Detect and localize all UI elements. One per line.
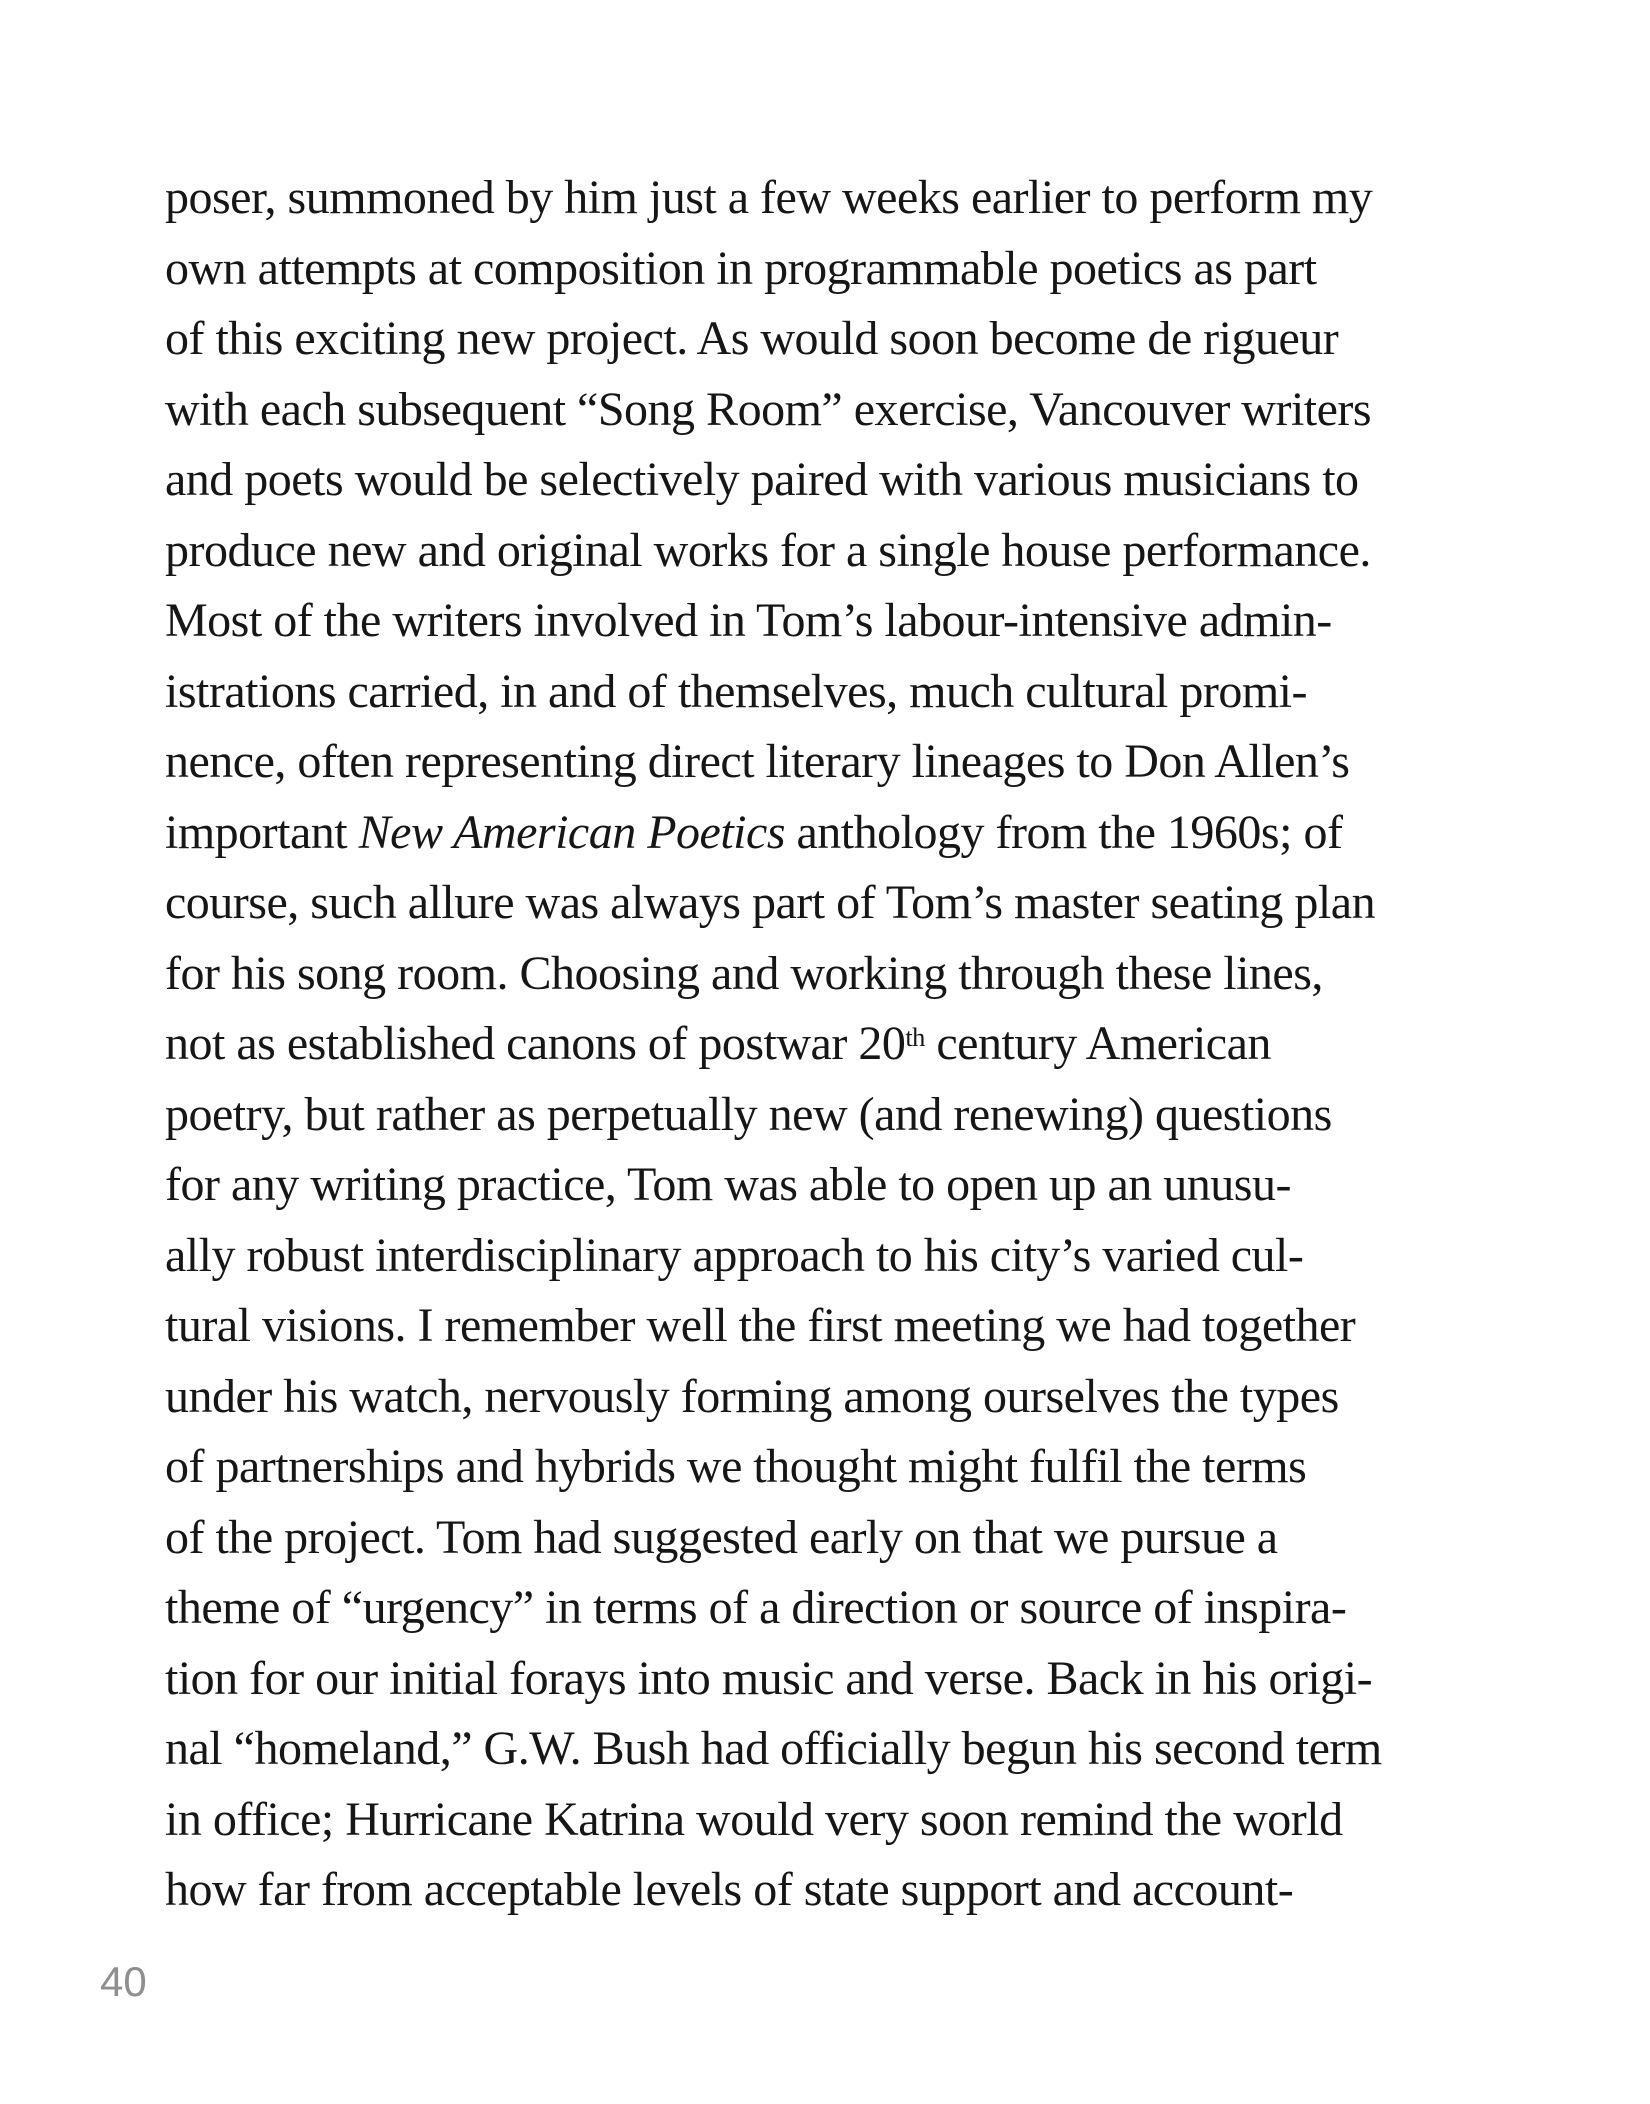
text-line	[165, 939, 1382, 1010]
body-text	[165, 163, 1382, 1926]
text-segment: in office; Hurricane Katrina would very soon remind the world	[165, 1792, 1343, 1846]
page-number: 40	[100, 1958, 147, 2005]
text-line	[165, 1362, 1382, 1433]
text-segment: how far from acceptable levels of state support and account-	[165, 1863, 1294, 1916]
text-line	[165, 1150, 1382, 1221]
text-line	[165, 1785, 1382, 1856]
text-segment: nal “homeland,” G.W. Bush had officially begun his second term	[165, 1722, 1382, 1775]
text-segment: not as established canons of postwar 20	[165, 1017, 906, 1070]
text-line	[165, 516, 1382, 587]
text-segment: of partnerships and hybrids we thought might fulfil the terms	[165, 1440, 1307, 1493]
text-segment: under his watch, nervously forming among ourselves the types	[165, 1369, 1339, 1423]
text-line	[165, 657, 1382, 728]
text-line	[165, 163, 1382, 234]
text-line	[165, 445, 1382, 516]
text-segment: course, such allure was always part of Tom’s master seating plan	[165, 876, 1376, 929]
text-segment: important	[165, 805, 359, 859]
text-segment: produce new and original works for a single house performance.	[165, 523, 1371, 577]
text-segment: anthology from the 1960s; of	[785, 805, 1343, 859]
text-segment: istrations carried, in and of themselves, much cultural promi-	[165, 664, 1307, 718]
text-segment: ally robust interdisciplinary approach to his city’s varied cul-	[165, 1228, 1304, 1282]
text-line	[165, 1009, 1382, 1080]
text-segment: of the project. Tom had suggested early on that we pursue a	[165, 1510, 1278, 1564]
text-segment: own attempts at composition in programmable poetics as part	[165, 241, 1317, 295]
text-segment: of this exciting new project. As would soon become de rigueur	[165, 312, 1339, 365]
text-line	[165, 1080, 1382, 1151]
text-segment: poetry, but rather as perpetually new (and renewing) questions	[165, 1087, 1332, 1141]
text-line	[165, 798, 1382, 869]
text-segment: New American Poetics	[358, 805, 785, 859]
text-line	[165, 375, 1382, 446]
text-line	[165, 868, 1382, 939]
text-segment: century American	[924, 1017, 1271, 1070]
text-line	[165, 1291, 1382, 1362]
text-segment: tion for our initial forays into music and verse. Back in his origi-	[165, 1651, 1373, 1705]
text-line	[165, 1221, 1382, 1292]
text-segment: Most of the writers involved in Tom’s labour-intensive admin-	[165, 594, 1332, 647]
text-segment: for any writing practice, Tom was able to open up an unusu-	[165, 1158, 1291, 1211]
text-line	[165, 727, 1382, 798]
text-segment: nence, often representing direct literary lineages to Don Allen’s	[165, 735, 1350, 788]
text-segment: tural visions. I remember well the first meeting we had together	[165, 1299, 1356, 1352]
text-segment: th	[905, 1021, 925, 1052]
text-segment: and poets would be selectively paired with various musicians to	[165, 453, 1359, 506]
text-segment: with each subsequent “Song Room” exercise, Vancouver writers	[165, 382, 1372, 436]
text-line	[165, 1432, 1382, 1503]
text-line	[165, 1714, 1382, 1785]
text-line	[165, 234, 1382, 305]
text-segment: theme of “urgency” in terms of a direction or source of inspira-	[165, 1581, 1347, 1634]
text-line	[165, 1573, 1382, 1644]
text-segment: poser, summoned by him just a few weeks earlier to perform my	[165, 171, 1373, 224]
text-segment: for his song room. Choosing and working through these lines,	[165, 946, 1323, 1000]
text-line	[165, 1644, 1382, 1715]
text-line	[165, 586, 1382, 657]
text-line	[165, 304, 1382, 375]
text-line	[165, 1503, 1382, 1574]
text-line	[165, 1855, 1382, 1926]
